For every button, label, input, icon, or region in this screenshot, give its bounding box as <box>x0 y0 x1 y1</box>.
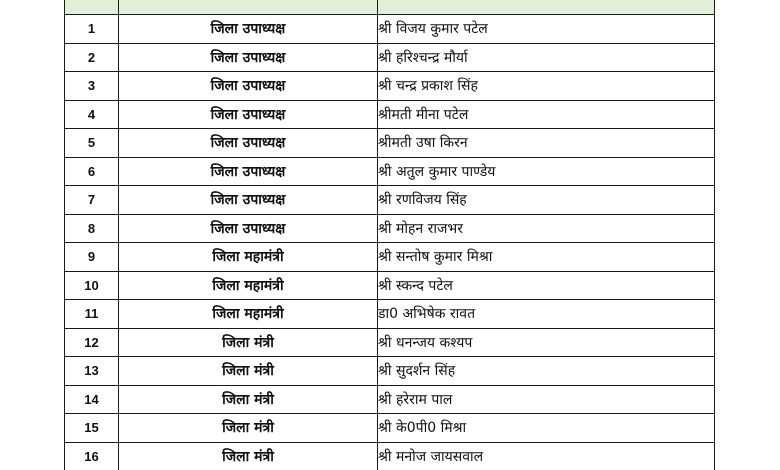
serial-number-cell: 13 <box>65 357 119 386</box>
post-cell: जिला उपाध्यक्ष <box>119 15 378 44</box>
member-name-cell: श्रीमती मीना पटेल <box>378 100 715 129</box>
post-cell: जिला महामंत्री <box>119 271 378 300</box>
member-name-cell: श्रीमती उषा किरन <box>378 129 715 158</box>
table-row <box>65 385 715 414</box>
serial-number-cell: 8 <box>65 214 119 243</box>
table-row <box>65 300 715 329</box>
table-row <box>65 328 715 357</box>
post-cell: जिला उपाध्यक्ष <box>119 214 378 243</box>
header-cell-post <box>119 0 378 15</box>
member-name-cell: श्री मोहन राजभर <box>378 214 715 243</box>
member-name-cell: श्री सन्तोष कुमार मिश्रा <box>378 243 715 272</box>
office-bearers-table <box>64 0 715 470</box>
member-name-cell: श्री विजय कुमार पटेल <box>378 15 715 44</box>
serial-number-cell: 9 <box>65 243 119 272</box>
table-row <box>65 271 715 300</box>
post-cell: जिला उपाध्यक्ष <box>119 72 378 101</box>
table-row <box>65 43 715 72</box>
serial-number-cell: 1 <box>65 15 119 44</box>
serial-number-cell: 10 <box>65 271 119 300</box>
serial-number-cell: 15 <box>65 414 119 443</box>
serial-number-cell: 12 <box>65 328 119 357</box>
post-cell: जिला मंत्री <box>119 414 378 443</box>
header-cell-serial <box>65 0 119 15</box>
serial-number-cell: 11 <box>65 300 119 329</box>
table-row <box>65 243 715 272</box>
table-row <box>65 214 715 243</box>
post-cell: जिला उपाध्यक्ष <box>119 129 378 158</box>
table-row <box>65 186 715 215</box>
member-name-cell: श्री चन्द्र प्रकाश सिंह <box>378 72 715 101</box>
member-name-cell: श्री के0पी0 मिश्रा <box>378 414 715 443</box>
post-cell: जिला उपाध्यक्ष <box>119 100 378 129</box>
member-name-cell: श्री रणविजय सिंह <box>378 186 715 215</box>
member-name-cell: श्री स्कन्द पटेल <box>378 271 715 300</box>
post-cell: जिला उपाध्यक्ष <box>119 43 378 72</box>
member-name-cell: श्री मनोज जायसवाल <box>378 442 715 470</box>
post-cell: जिला महामंत्री <box>119 300 378 329</box>
table-row <box>65 100 715 129</box>
post-cell: जिला महामंत्री <box>119 243 378 272</box>
serial-number-cell: 14 <box>65 385 119 414</box>
serial-number-cell: 6 <box>65 157 119 186</box>
table-row <box>65 442 715 470</box>
member-name-cell: श्री अतुल कुमार पाण्डेय <box>378 157 715 186</box>
header-cell-name <box>378 0 715 15</box>
table-row <box>65 129 715 158</box>
serial-number-cell: 16 <box>65 442 119 470</box>
serial-number-cell: 2 <box>65 43 119 72</box>
member-name-cell: श्री हरेराम पाल <box>378 385 715 414</box>
post-cell: जिला मंत्री <box>119 385 378 414</box>
table-row <box>65 157 715 186</box>
member-name-cell: श्री धनन्जय कश्यप <box>378 328 715 357</box>
serial-number-cell: 3 <box>65 72 119 101</box>
serial-number-cell: 4 <box>65 100 119 129</box>
post-cell: जिला मंत्री <box>119 357 378 386</box>
table-row <box>65 72 715 101</box>
table-row <box>65 414 715 443</box>
post-cell: जिला मंत्री <box>119 328 378 357</box>
member-name-cell: श्री हरिश्चन्द्र मौर्या <box>378 43 715 72</box>
serial-number-cell: 5 <box>65 129 119 158</box>
table-row <box>65 15 715 44</box>
post-cell: जिला उपाध्यक्ष <box>119 186 378 215</box>
post-cell: जिला मंत्री <box>119 442 378 470</box>
member-name-cell: डा0 अभिषेक रावत <box>378 300 715 329</box>
table-row <box>65 357 715 386</box>
member-name-cell: श्री सुदर्शन सिंह <box>378 357 715 386</box>
table-header-row <box>65 0 715 15</box>
table-body <box>65 15 715 470</box>
serial-number-cell: 7 <box>65 186 119 215</box>
post-cell: जिला उपाध्यक्ष <box>119 157 378 186</box>
